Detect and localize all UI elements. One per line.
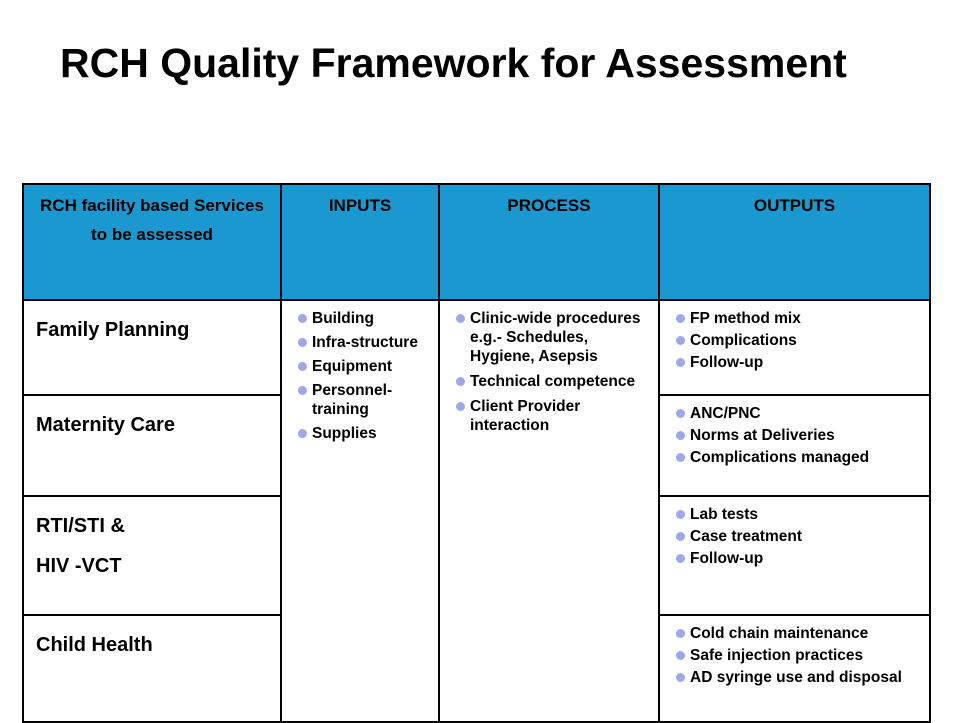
service-maternity-care: Maternity Care [23,395,281,496]
list-item: Safe injection practices [676,646,923,665]
service-family-planning: Family Planning [23,300,281,395]
list-item: Follow-up [676,353,923,372]
list-item: Client Provider interaction [456,397,652,435]
outputs-list [660,396,929,467]
list-item: Equipment [298,357,432,376]
service-rti-sti-hiv [23,496,281,615]
header-process: PROCESS [439,184,659,300]
framework-table [22,183,931,723]
list-item: FP method mix [676,309,923,328]
list-item: Norms at Deliveries [676,426,923,445]
inputs-cell [281,300,439,722]
list-item: Building [298,309,432,328]
process-cell [439,300,659,722]
slide-title: RCH Quality Framework for Assessment [60,40,847,86]
outputs-cell [659,300,930,395]
table-row [23,300,930,395]
outputs-cell [659,395,930,496]
service-line: HIV -VCT [36,555,122,577]
header-inputs: INPUTS [281,184,439,300]
outputs-list [660,497,929,568]
list-item: Technical competence [456,372,652,391]
header-outputs: OUTPUTS [659,184,930,300]
list-item: ANC/PNC [676,404,923,423]
service-line: RTI/STI & [36,515,125,537]
list-item: Complications managed [676,448,923,467]
inputs-list [282,301,438,443]
list-item: Clinic-wide procedures e.g.- Schedules, Hygiene, Asepsis [456,309,652,366]
outputs-list [660,301,929,372]
list-item: Personnel-training [298,381,432,419]
list-item: Case treatment [676,527,923,546]
outputs-cell [659,615,930,722]
header-row [23,184,930,300]
process-list [440,301,658,435]
outputs-cell [659,496,930,615]
list-item: AD syringe use and disposal [676,668,923,687]
list-item: Follow-up [676,549,923,568]
header-services: RCH facility based Services to be assessed [23,184,281,300]
outputs-list [660,616,929,687]
list-item: Lab tests [676,505,923,524]
list-item: Infra-structure [298,333,432,352]
list-item: Complications [676,331,923,350]
list-item: Supplies [298,424,432,443]
list-item: Cold chain maintenance [676,624,923,643]
service-child-health: Child Health [23,615,281,722]
